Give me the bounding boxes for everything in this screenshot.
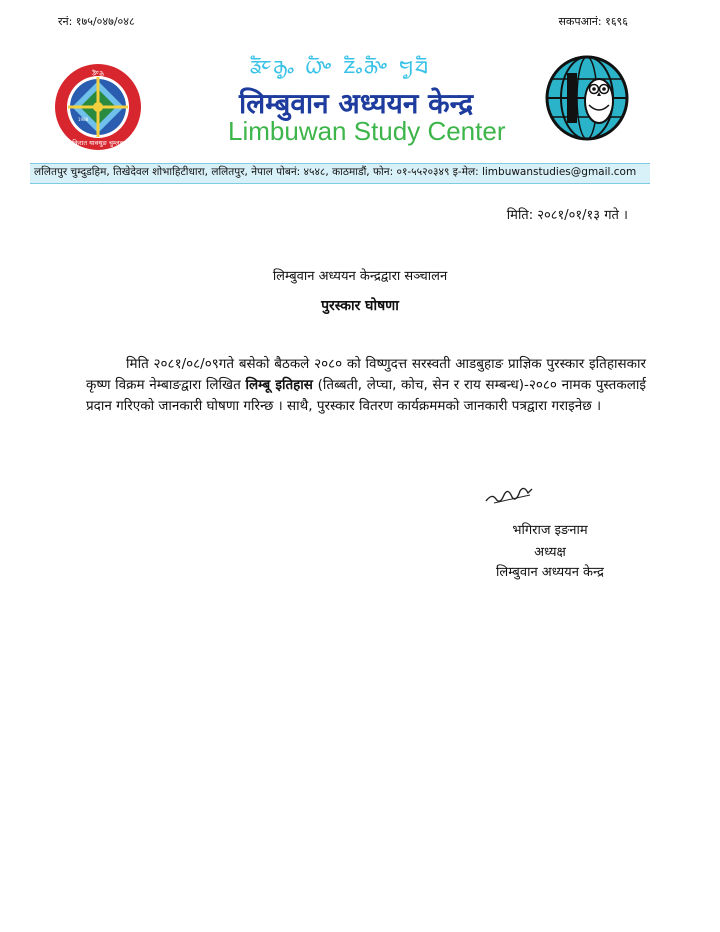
kirat-yakthung-emblem-icon: [54, 63, 142, 151]
signatory-name: भगिराज इङनाम: [512, 523, 588, 538]
signature-icon: [484, 481, 534, 507]
letter-heading: पुरस्कार घोषणा: [321, 298, 399, 314]
letter-subject: लिम्बुवान अध्ययन केन्द्रद्वारा सञ्चालन: [272, 269, 448, 284]
org-name-english: Limbuwan Study Center: [228, 116, 506, 146]
org-name-limbu: ᤕᤠᤰᤌᤢᤱ ᤐᤠᤴ ᤏᤠᤱᤌᤠᤴ ᤗᤢᤔᤠ: [250, 50, 430, 79]
svg-text:ᤕᤠᤰᤌᤢ: [92, 68, 105, 78]
letter-date: मिति: २०८१/०१/१३ गते ।: [506, 208, 628, 223]
book-title: लिम्बू इतिहास: [245, 377, 313, 393]
emblem-top-text: ᤕᤠᤰᤌᤢ: [91, 67, 105, 78]
emblem-year: 1988: [78, 117, 89, 122]
serial-number: सकपआनं: १६९६: [558, 15, 628, 28]
emblem-bottom-text: किरात याक्थुङ चुम्लुङ: [72, 139, 124, 147]
contact-line: ललितपुर चुम्दुडहिम, तिखेदेवल शोभाहिटीधारा, ललितपुर, नेपाल पोबनं: ४५४८, काठमाडौं, फोन: ०१-५५२०३४९ इ-मेल: limbuwanstudies@gmail.com: [34, 166, 637, 178]
org-name-nepali: लिम्बुवान अध्ययन केन्द्र: [239, 87, 474, 120]
reference-number: रनं: १७५/०४७/०४८: [58, 15, 135, 28]
body-part-1: मिति २०८१/०८/०९गते बसेको बैठकले २०८० को विष्णुदत्त सरस्वती आडबुहाङ प्राज्ञिक पुरस्कार इतिहासकार कृष्ण विक्रम नेम्बाङद्वारा लिखित: [86, 356, 646, 393]
letter-body: [86, 354, 646, 417]
owl-globe-icon: [545, 55, 629, 141]
signatory-title: अध्यक्ष: [534, 545, 566, 560]
signatory-organization: लिम्बुवान अध्ययन केन्द्र: [496, 565, 604, 580]
body-part-2: (तिब्बती, लेप्चा, कोच, सेन र राय सम्बन्ध)-२०८० नामक पुस्तकलाई प्रदान गरिएको जानकारी घोषणा गरिन्छ । साथै, पुरस्कार वितरण कार्यक्रममको जानकारी पत्रद्वारा गराइनेछ ।: [86, 377, 646, 414]
